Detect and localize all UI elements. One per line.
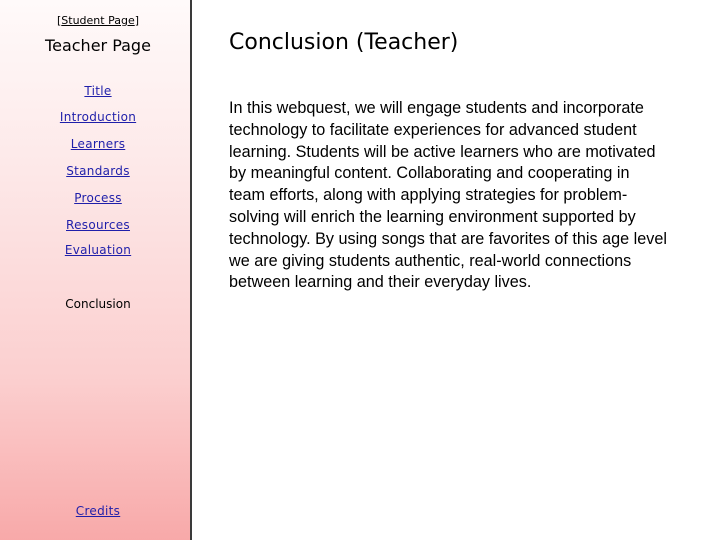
student-page-link[interactable]: Student Page: [61, 14, 135, 27]
nav-link-evaluation[interactable]: Evaluation: [64, 243, 132, 257]
nav-link-credits[interactable]: Credits: [75, 504, 121, 518]
page-title: Conclusion (Teacher): [229, 30, 459, 55]
nav-link-learners[interactable]: Learners: [70, 137, 126, 151]
conclusion-paragraph: In this webquest, we will engage students and incorporate technology to facilitate experiences for advanced student learning. Students will be active learners who are motivated by meaningful content. Collaborating and cooperating in team efforts, along with applying strategies for problem-solving will enrich the learning environment supported by technology. By using songs that are favorites of this age level we are giving students authentic, real-world connections between learning and their everyday lives.: [229, 99, 667, 292]
bracket-open: [: [56, 14, 62, 27]
nav-link-process[interactable]: Process: [74, 191, 122, 205]
nav-link-title[interactable]: Title: [84, 84, 112, 98]
sidebar: [0, 0, 192, 540]
student-page-link-wrapper: [0, 14, 196, 27]
sidebar-title: Teacher Page: [45, 36, 151, 55]
bracket-close: ]: [134, 14, 140, 27]
nav-link-introduction[interactable]: Introduction: [59, 110, 137, 124]
nav-link-resources[interactable]: Resources: [66, 218, 130, 232]
nav-current-conclusion: Conclusion: [65, 297, 131, 311]
nav-link-standards[interactable]: Standards: [66, 164, 130, 178]
